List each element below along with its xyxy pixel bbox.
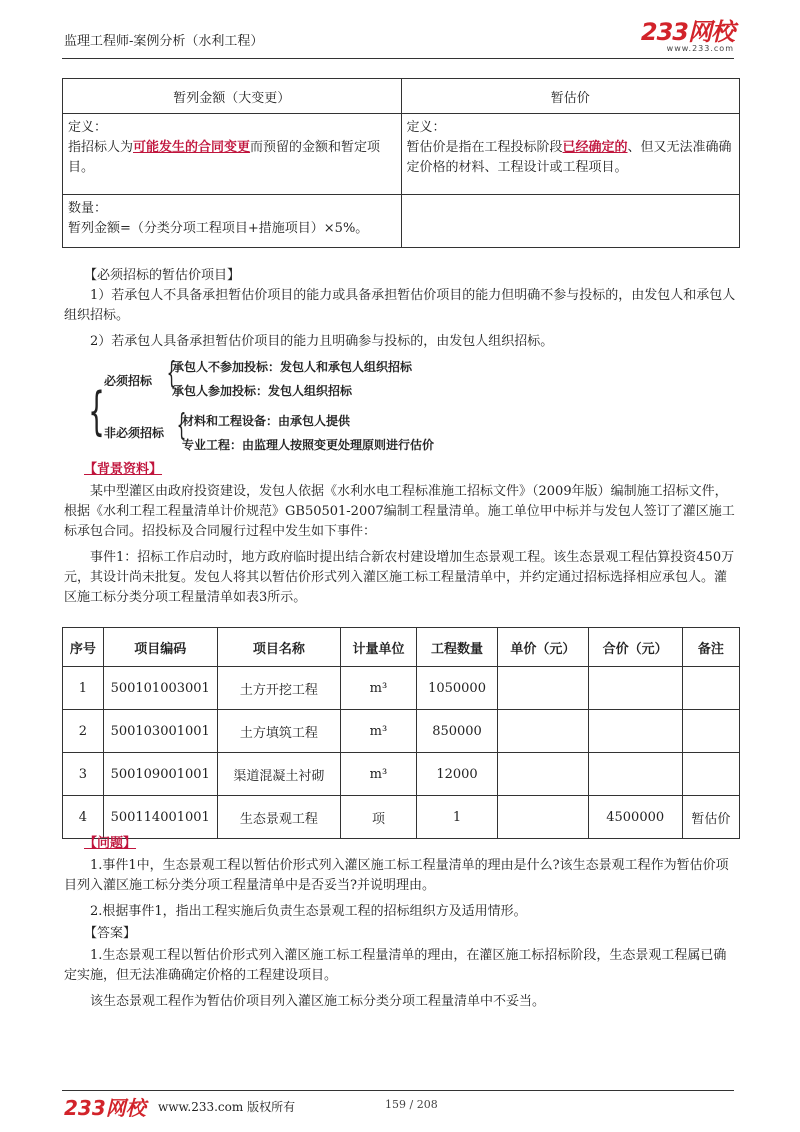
def-text: 而预留的金额和暂定项目。 [68,140,381,175]
table-row [63,796,740,839]
table-cell: 1050000 [416,667,497,710]
table-cell: 12000 [416,753,497,796]
question: 2.根据事件1，指出工程实施后负责生态景观工程的招标组织方及适用情形。 [90,904,527,919]
column-header: 合价（元） [588,628,682,667]
table-cell: m³ [340,667,416,710]
table-cell: m³ [340,753,416,796]
paragraph: 2）若承包人具备承担暂估价项目的能力且明确参与投标的，由发包人组织招标。 [90,334,554,349]
column-header: 工程数量 [416,628,497,667]
header-title: 监理工程师-案例分析（水利工程） [64,34,264,49]
table-cell: 生态景观工程 [217,796,340,839]
footer-divider [62,1090,734,1091]
table-cell: 暂估价 [682,796,739,839]
brace-icon: { [88,382,105,442]
table-cell: 土方填筑工程 [217,710,340,753]
highlight-text: 已经确定的 [562,140,628,155]
brace-icon: { [176,408,187,443]
brace-icon: { [166,356,177,391]
background-title: 【背景资料】 [84,462,163,477]
qty-formula: 暂列金额=（分类分项工程项目+措施项目）×5%。 [68,221,369,236]
table-cell [498,667,589,710]
table-cell: 500101003001 [103,667,217,710]
table-cell: 500114001001 [103,796,217,839]
tree-not-b: 专业工程：由监理人按照变更处理原则进行估价 [182,438,435,452]
bidding-tree-diagram [80,358,500,458]
tree-not-must: 非必须招标 [104,426,165,440]
table-cell [682,667,739,710]
paragraph: 事件1：招标工作启动时，地方政府临时提出结合新农村建设增加生态景观工程。该生态景观工程估算投资450万元，其设计尚未批复。发包人将其以暂估价形式列入灌区施工标工程量清单中，并约定通过招标选择相应承包人。灌区施工标分类分项工程量清单如表3所示。 [64,550,735,605]
col2-empty [401,195,740,248]
col1-quantity [63,195,402,248]
table-header-row [63,628,740,667]
col1-definition [63,114,402,195]
tree-must: 必须招标 [104,374,153,388]
table-cell [498,753,589,796]
column-header: 计量单位 [340,628,416,667]
def-text: 、但又无法准确确定价格的材料、工程设计或工程项目。 [406,140,732,175]
def-label: 定义： [406,120,446,135]
table-cell: 500103001001 [103,710,217,753]
footer-copyright: www.233.com 版权所有 [158,1100,296,1114]
logo-url: www.233.com [666,44,734,53]
table-cell [588,710,682,753]
table-cell: m³ [340,710,416,753]
table-cell: 4 [63,796,104,839]
table-cell: 土方开挖工程 [217,667,340,710]
footer-logo[interactable]: 233网校 [64,1096,146,1120]
qty-label: 数量： [68,201,108,216]
answer: 该生态景观工程作为暂估价项目列入灌区施工标分类分项工程量清单中不妥当。 [90,994,546,1009]
brand-logo[interactable] [641,20,734,53]
quantity-table [62,627,740,839]
table-cell [682,753,739,796]
table-row [63,753,740,796]
highlight-text: 可能发生的合同变更 [133,140,251,155]
table-cell: 2 [63,710,104,753]
table-cell [588,753,682,796]
tree-must-b: 承包人参加投标：发包人组织招标 [172,384,353,398]
questions-title: 【问题】 [84,836,137,851]
table-cell [498,796,589,839]
answer-title: 【答案】 [84,926,137,941]
table-cell: 渠道混凝土衬砌 [217,753,340,796]
answer: 1.生态景观工程以暂估价形式列入灌区施工标工程量清单的理由，在灌区施工标招标阶段，生态景观工程属已确定实施，但无法准确确定价格的工程建设项目。 [64,948,727,983]
table-cell: 1 [416,796,497,839]
col2-header: 暂估价 [401,79,740,114]
table-cell: 4500000 [588,796,682,839]
col2-definition [401,114,740,195]
table-row [63,667,740,710]
table-cell: 1 [63,667,104,710]
def-label: 定义： [68,120,108,135]
table-cell: 850000 [416,710,497,753]
column-header: 项目编码 [103,628,217,667]
table-cell [588,667,682,710]
table-cell [682,710,739,753]
question: 1.事件1中，生态景观工程以暂估价形式列入灌区施工标工程量清单的理由是什么?该生态景观工程作为暂估价项目列入灌区施工标分类分项工程量清单中是否妥当?并说明理由。 [64,858,729,893]
page-number: 159 / 208 [385,1098,438,1111]
paragraph: 1）若承包人不具备承担暂估价项目的能力或具备承担暂估价项目的能力但明确不参与投标的，由发包人和承包人组织招标。 [64,288,736,323]
def-text: 指招标人为 [68,140,134,155]
column-header: 单价（元） [498,628,589,667]
paragraph: 某中型灌区由政府投资建设，发包人依据《水利水电工程标准施工招标文件》（2009年版）编制施工招标文件，根据《水利工程工程量清单计价规范》GB50501-2007编制工程量清单。施工单位甲中标并与发包人签订了灌区施工标承包合同。招投标及合同履行过程中发生如下事件： [64,484,735,539]
table-cell: 3 [63,753,104,796]
logo-text: 233网校 [640,18,734,46]
table-cell: 500109001001 [103,753,217,796]
comparison-table [62,78,740,248]
section-title: 【必须招标的暂估价项目】 [84,268,241,283]
table-cell [498,710,589,753]
column-header: 项目名称 [217,628,340,667]
tree-not-a: 材料和工程设备：由承包人提供 [182,414,351,428]
tree-must-a: 承包人不参加投标：发包人和承包人组织招标 [172,360,413,374]
header-divider [62,58,734,59]
col1-header: 暂列金额（大变更） [63,79,402,114]
table-cell: 项 [340,796,416,839]
table-row [63,710,740,753]
column-header: 备注 [682,628,739,667]
column-header: 序号 [63,628,104,667]
def-text: 暂估价是指在工程投标阶段 [406,140,563,155]
